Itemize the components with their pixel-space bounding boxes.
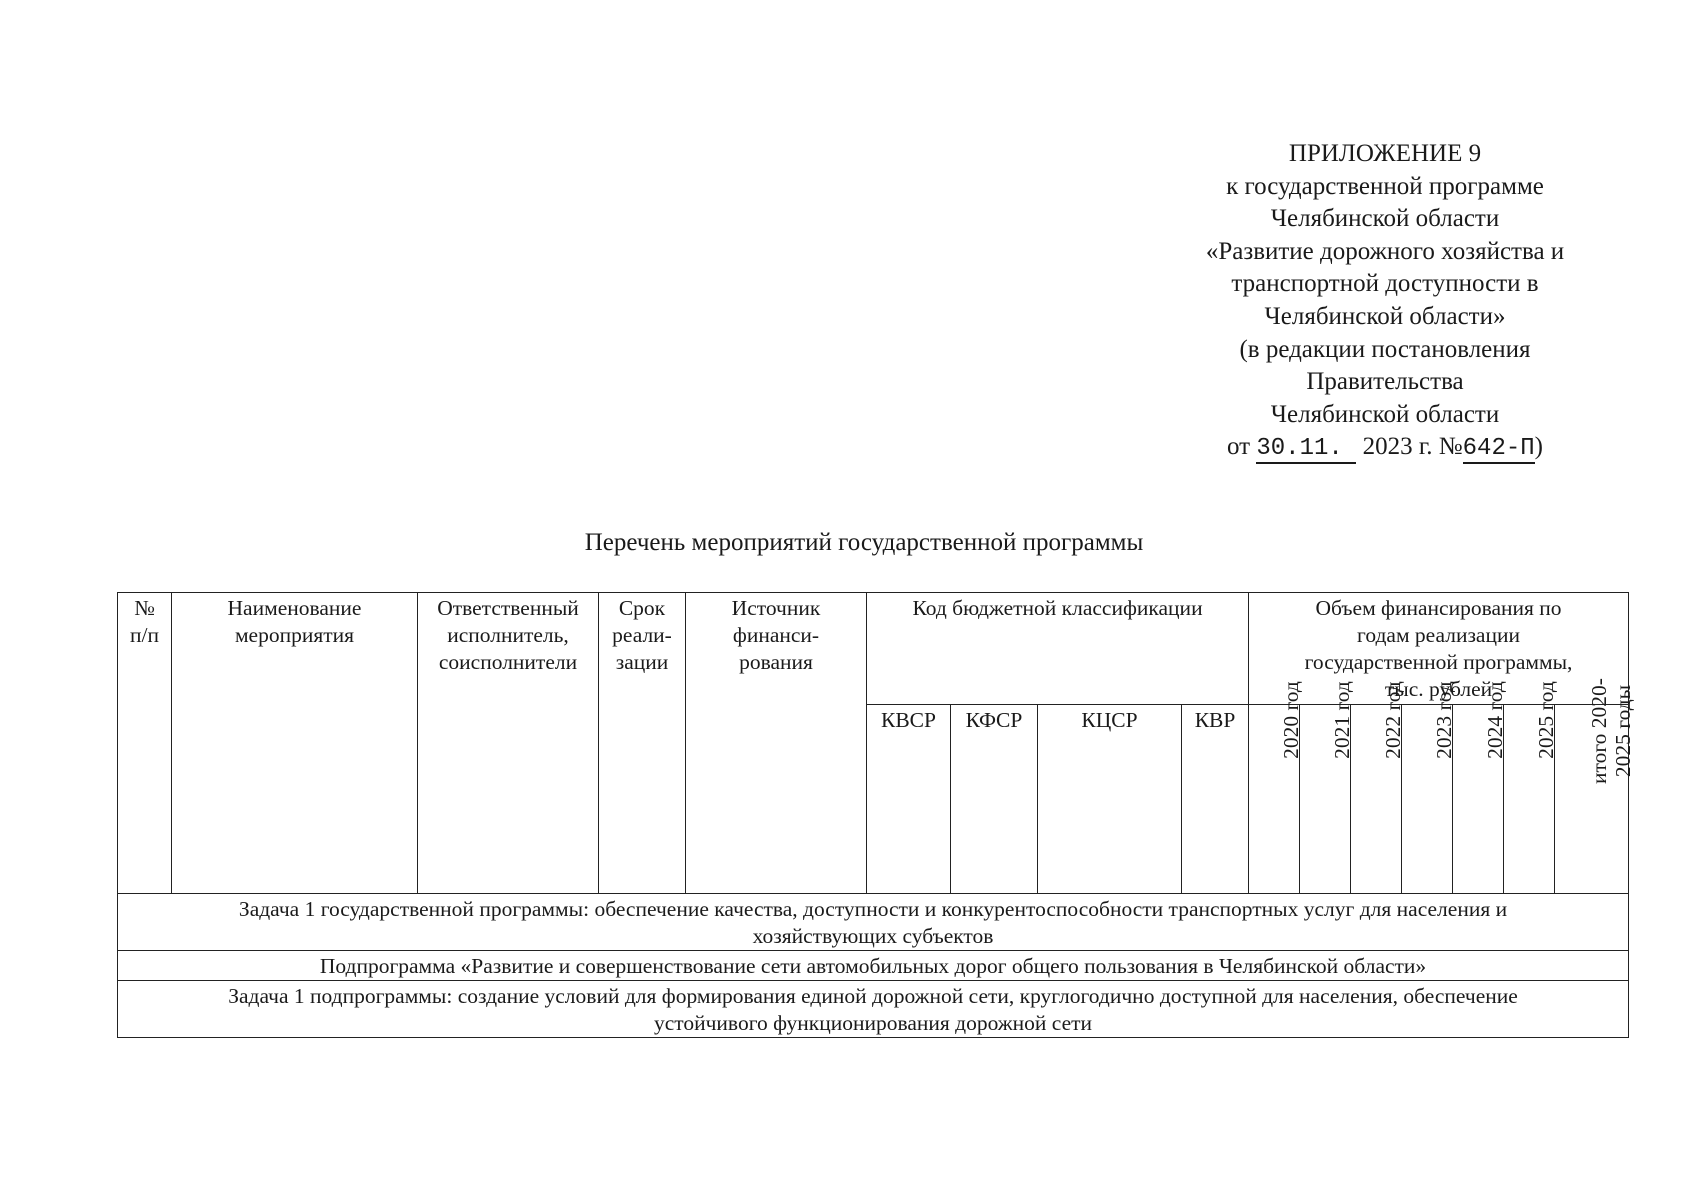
subprogram-task-row: Задача 1 подпрограммы: создание условий для формирования единой дорожной сети, круглогодично доступной для населения, обеспечение устойчивого функционирования дорожной сети (118, 981, 1629, 1038)
appendix-line: к государственной программе (1226, 172, 1544, 200)
resolution-date: 30.11. (1256, 436, 1356, 464)
header-kvsr: КВСР (867, 705, 951, 894)
header-funding: Объем финансирования по годам реализации государственной программы, тыс. рублей (1249, 593, 1629, 705)
resolution-date-line (1150, 431, 1620, 464)
header-year-2024: 2024 год (1453, 705, 1504, 894)
header-num: № п/п (118, 593, 172, 894)
header-term: Срок реали- зации (599, 593, 686, 894)
appendix-line: «Развитие дорожного хозяйства и (1205, 237, 1565, 265)
document-title: Перечень мероприятий государственной программы (584, 529, 1144, 556)
year-text: 2023 г. № (1356, 433, 1463, 461)
header-source: Источник финанси- рования (686, 593, 867, 894)
close-paren: ) (1534, 433, 1543, 461)
header-year-2025: 2025 год (1504, 705, 1555, 894)
appendix-line: Челябинской области (1270, 205, 1500, 233)
date-prefix: от (1227, 433, 1257, 461)
measures-table (117, 592, 1635, 1038)
header-kvr: КВР (1182, 705, 1249, 894)
header-year-2020: 2020 год (1249, 705, 1300, 894)
appendix-title: ПРИЛОЖЕНИЕ 9 (1288, 140, 1482, 167)
header-total: итого 2020- 2025 годы (1555, 705, 1629, 894)
header-budget-code: Код бюджетной классификации (867, 593, 1249, 705)
program-task-row: Задача 1 государственной программы: обеспечение качества, доступности и конкурентоспособности транспортных услуг для населения и хозяйствующих субъектов (118, 894, 1629, 951)
header-year-2021: 2021 год (1300, 705, 1351, 894)
subprogram-row: Подпрограмма «Развитие и совершенствование сети автомобильных дорог общего пользования в Челябинской области» (118, 951, 1629, 981)
header-year-2023: 2023 год (1402, 705, 1453, 894)
appendix-line: транспортной доступности в (1231, 270, 1539, 298)
appendix-line: (в редакции постановления (1239, 335, 1531, 363)
header-executor: Ответственный исполнитель, соисполнители (418, 593, 599, 894)
appendix-block (1150, 138, 1620, 464)
appendix-line: Челябинской области (1270, 400, 1500, 428)
appendix-line: Челябинской области» (1264, 302, 1506, 330)
header-name: Наименование мероприятия (172, 593, 418, 894)
resolution-number: 642-П (1462, 435, 1535, 463)
header-kcsr: КЦСР (1038, 705, 1182, 894)
appendix-line: Правительства (1306, 368, 1464, 396)
header-kfsr: КФСР (951, 705, 1038, 894)
header-year-2022: 2022 год (1351, 705, 1402, 894)
